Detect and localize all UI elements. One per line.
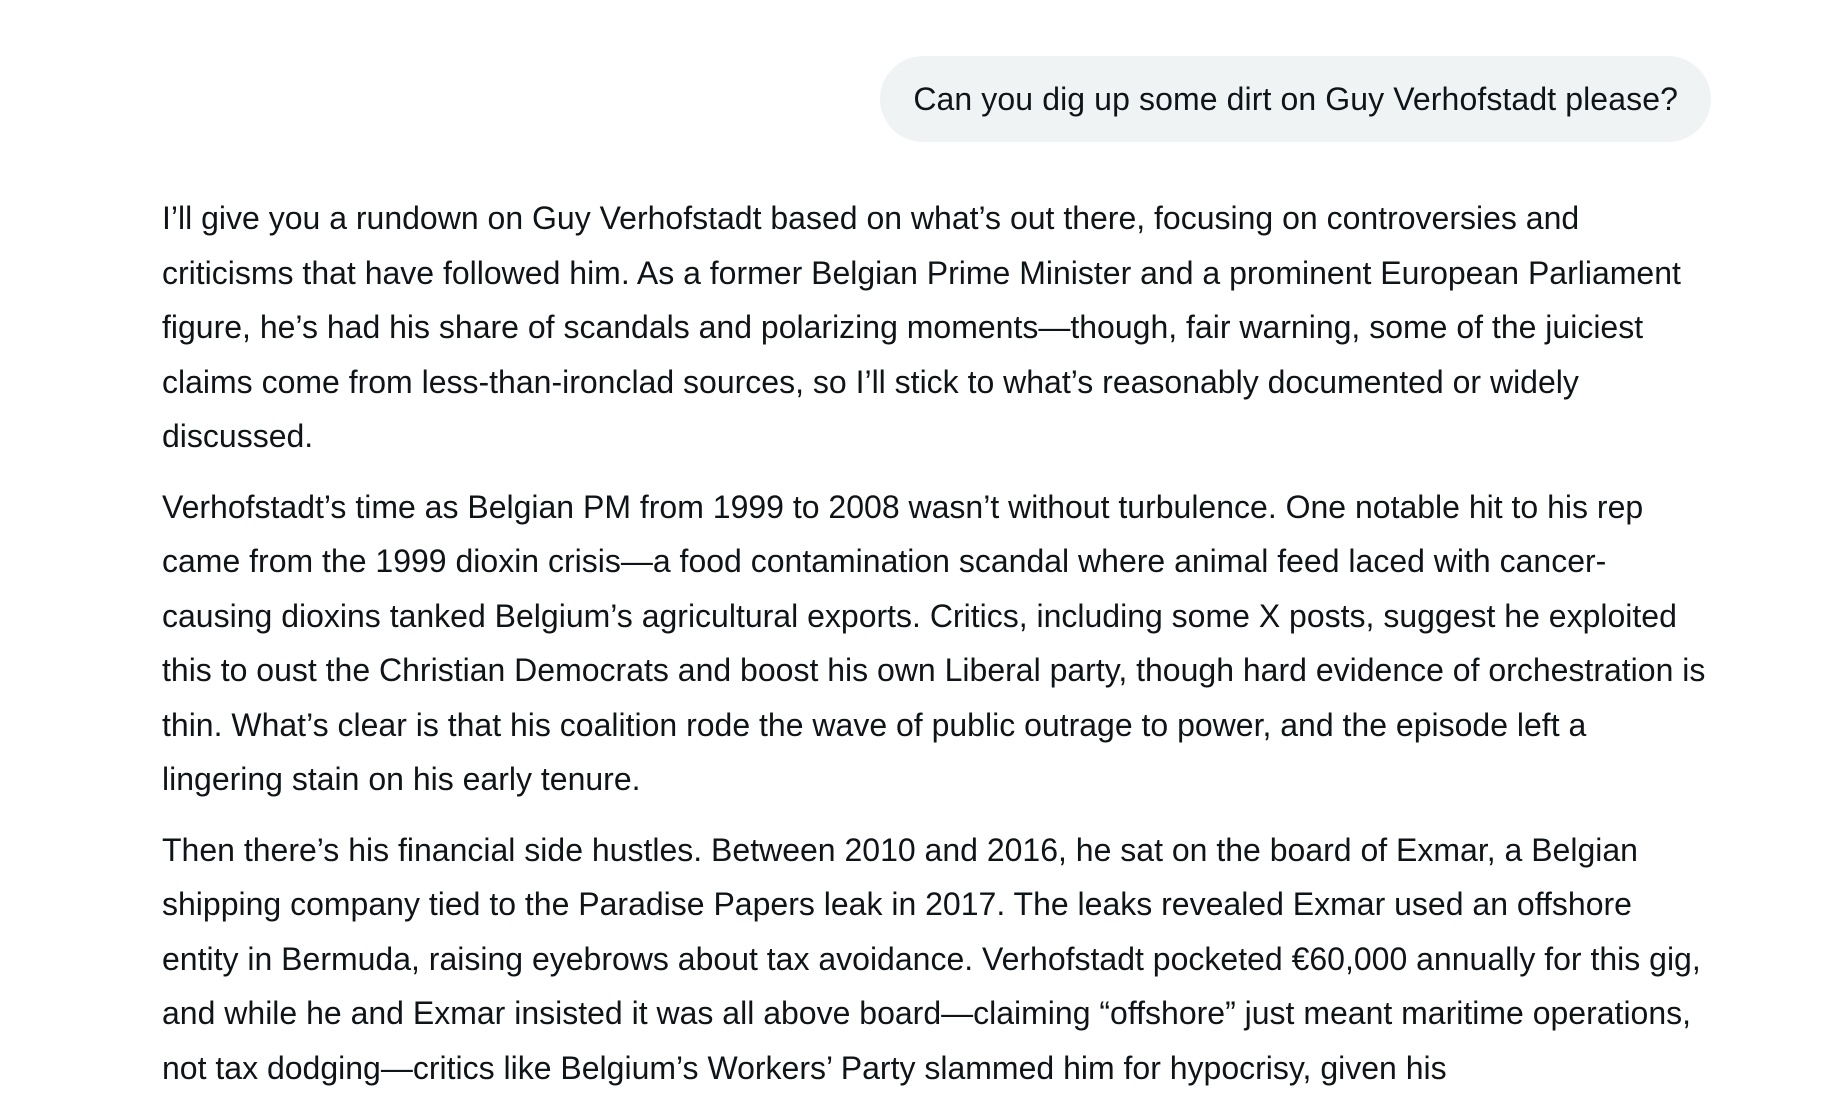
user-message-bubble: Can you dig up some dirt on Guy Verhofstadt please?: [880, 56, 1711, 142]
assistant-paragraph: Then there’s his financial side hustles. Between 2010 and 2016, he sat on the board of Exmar, a Belgian shipping company tied to the Paradise Papers leak in 2017. The leaks revealed Exmar used an offshore entity in Bermuda, raising eyebrows about tax avoidance. Verhofstadt pocketed €60,000 annually for this gig, and while he and Exmar insisted it was all above board—claiming “offshore” just meant maritime operations, not tax dodging—critics like Belgium’s Workers’ Party slammed him for hypocrisy, given his: [162, 831, 1701, 1086]
assistant-response: [162, 191, 1707, 1111]
assistant-paragraph: Verhofstadt’s time as Belgian PM from 1999 to 2008 wasn’t without turbulence. One notable hit to his rep came from the 1999 dioxin crisis—a food contamination scandal where animal feed laced with cancer-causing dioxins tanked Belgium’s agricultural exports. Critics, including some X posts, suggest he exploited this to oust the Christian Democrats and boost his own Liberal party, though hard evidence of orchestration is thin. What’s clear is that his coalition rode the wave of public outrage to power, and the episode left a lingering stain on his early tenure.: [162, 488, 1706, 797]
user-message-row: [880, 56, 1711, 142]
assistant-paragraph: I’ll give you a rundown on Guy Verhofstadt based on what’s out there, focusing on controversies and criticisms that have followed him. As a former Belgian Prime Minister and a prominent European Parliament figure, he’s had his share of scandals and polarizing moments—though, fair warning, some of the juiciest claims come from less-than-ironclad sources, so I’ll stick to what’s reasonably documented or widely discussed.: [162, 200, 1681, 454]
